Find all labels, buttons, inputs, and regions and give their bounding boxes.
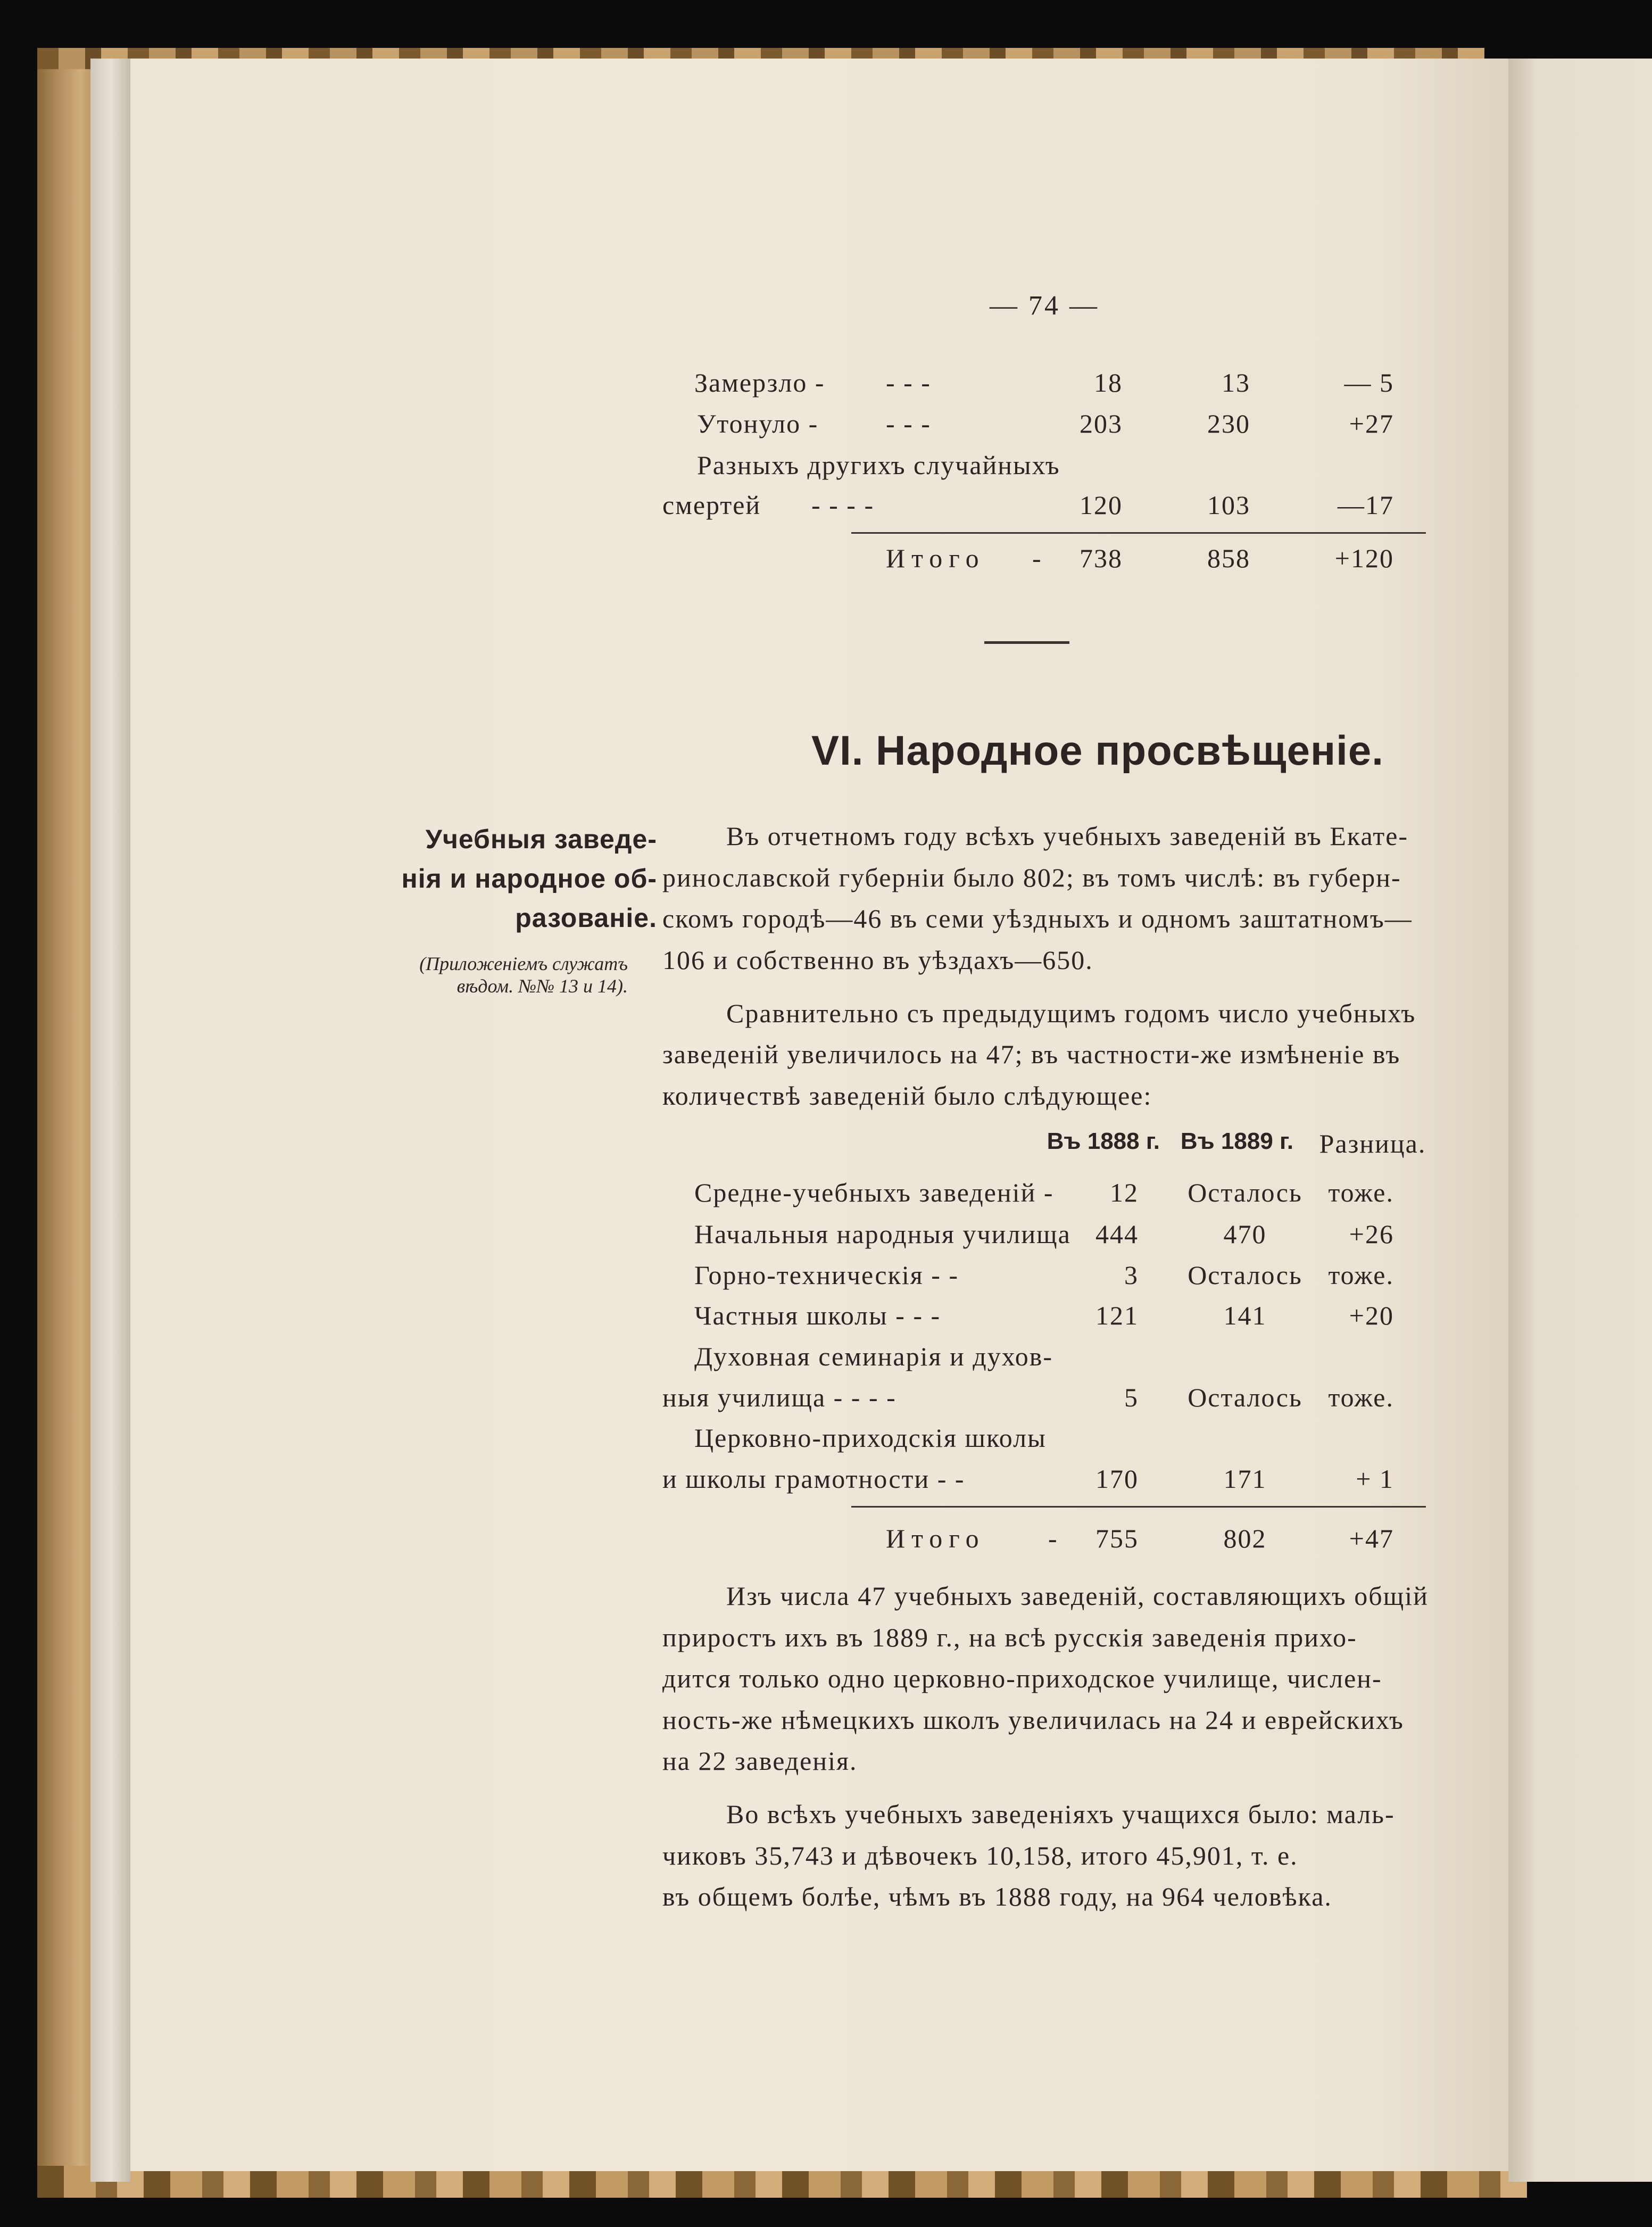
table-cell-1888: 444 [1095,1219,1139,1249]
table-row-label: и школы грамотности - - [662,1464,965,1494]
text-line: ность-же нѣмецкихъ школъ увеличилась на 24 и еврейскихъ [662,1705,1404,1735]
table-cell-diff: +27 [1349,409,1394,438]
sidebar-heading: Учебныя заведе- нія и народное об- разованіе. [401,824,657,933]
text-line: 106 и собственно въ уѣздахъ—650. [662,945,1093,975]
table-rule [851,1506,1426,1508]
text-line: на 22 заведенія. [662,1746,858,1776]
table-row-dashes: - - - [886,368,931,398]
table-total-label: Итого [886,543,985,573]
table-cell-1889: 13 [1222,368,1250,398]
table-total-dash: - [1048,1524,1058,1553]
text-line: Въ отчетномъ году всѣхъ учебныхъ заведеній въ Екате- [726,821,1409,851]
table-row-label: Средне-учебныхъ заведеній - [694,1178,1054,1207]
table-total-1889: 858 [1207,543,1250,573]
table-cell-1889: Осталось [1188,1260,1302,1290]
table-cell-diff: тоже. [1328,1382,1394,1412]
table-cell-diff: тоже. [1328,1260,1394,1290]
section-title: VI. Народное просвѣщеніе. [811,727,1384,774]
column-header-1889: Въ 1889 г. [1180,1128,1294,1154]
table-row-label: Утонуло - [697,409,819,438]
table-cell-1888: 12 [1110,1178,1139,1207]
table-cell-1889: 103 [1207,490,1250,520]
table-row-label: смертей [662,490,761,520]
table-row-label: Частныя школы - - - [694,1301,941,1330]
table-row-dashes: - - - - [811,490,875,520]
table-row-label: Замерзло - [694,368,825,398]
table-cell-1889: 171 [1223,1464,1267,1494]
text-line: приростъ ихъ въ 1889 г., на всѣ русскія заведенія прихо- [662,1622,1357,1652]
table-total-diff: +120 [1334,543,1394,573]
table-total-1889: 802 [1223,1524,1267,1553]
table-cell-diff: +26 [1349,1219,1394,1249]
text-line: ринославской губерніи было 802; въ томъ числѣ: въ губерн- [662,863,1401,892]
table-total-dash: - [1032,543,1042,573]
table-cell-diff: тоже. [1328,1178,1394,1207]
table-total-label: Итого [886,1524,985,1553]
text-line: Во всѣхъ учебныхъ заведеніяхъ учащихся было: маль- [726,1799,1395,1829]
text-line: количествѣ заведеній было слѣдующее: [662,1081,1152,1111]
section-divider [984,641,1069,644]
table-cell-1888: 203 [1080,409,1123,438]
table-cell-1888: 121 [1095,1301,1139,1330]
table-rule [851,532,1426,534]
text-line: заведеній увеличилось на 47; въ частности-же измѣненіе въ [662,1039,1401,1069]
table-row-label: Начальныя народныя училища [694,1219,1071,1249]
table-cell-diff: +20 [1349,1301,1394,1330]
table-cell-diff: + 1 [1356,1464,1394,1494]
table-cell-1889: 230 [1207,409,1250,438]
table-cell-1888: 5 [1124,1382,1139,1412]
table-total-diff: +47 [1349,1524,1394,1553]
table-cell-diff: —17 [1338,490,1394,520]
table-row-label: Горно-техническія - - [694,1260,959,1290]
page-number: — 74 — [990,291,1099,321]
text-line: дится только одно церковно-приходское училище, числен- [662,1663,1382,1693]
text-line: Изъ числа 47 учебныхъ заведеній, составляющихъ общій [726,1581,1429,1611]
table-total-1888: 755 [1095,1524,1139,1553]
table-cell-1888: 3 [1124,1260,1139,1290]
sidebar-note: (Приложеніемъ служатъ вѣдом. №№ 13 и 14). [419,953,628,997]
table-total-1888: 738 [1080,543,1123,573]
table-row-label: Духовная семинарія и духов- [694,1342,1053,1371]
table-cell-1889: 470 [1223,1219,1267,1249]
table-row-label: Церковно-приходскія школы [694,1423,1047,1453]
table-cell-1888: 170 [1095,1464,1139,1494]
table-cell-1889: Осталось [1188,1178,1302,1207]
table-cell-1889: 141 [1223,1301,1267,1330]
table-cell-1889: Осталось [1188,1382,1302,1412]
table-cell-diff: — 5 [1344,368,1394,398]
text-line: чиковъ 35,743 и дѣвочекъ 10,158, итого 45,901, т. е. [662,1841,1298,1870]
text-line: въ общемъ болѣе, чѣмъ въ 1888 году, на 964 человѣка. [662,1882,1332,1911]
column-header-1888: Въ 1888 г. [1047,1128,1160,1154]
table-row-label: Разныхъ другихъ случайныхъ [697,450,1060,480]
text-line: скомъ городѣ—46 въ семи уѣздныхъ и одномъ заштатномъ— [662,904,1413,933]
table-row-label: ныя училища - - - - [662,1382,896,1412]
table-row-dashes: - - - [886,409,931,438]
column-header-diff: Разница. [1319,1129,1426,1158]
table-cell-1888: 18 [1094,368,1123,398]
table-cell-1888: 120 [1080,490,1123,520]
text-line: Сравнительно съ предыдущимъ годомъ число учебныхъ [726,998,1416,1028]
